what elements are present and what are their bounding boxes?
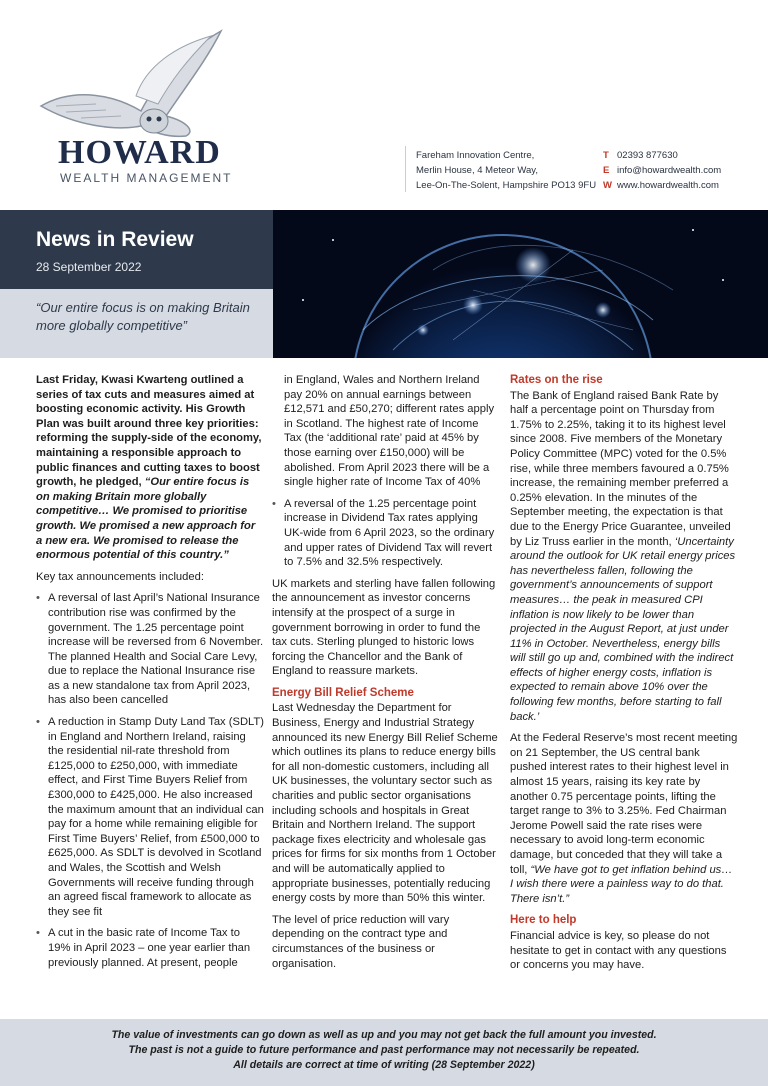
brand-subtitle: WEALTH MANAGEMENT <box>60 171 233 185</box>
globe-image <box>273 210 768 358</box>
list-item: • A cut in the basic rate of Income Tax to 19% in April 2023 – one year earlier than previously planned. At present, people <box>36 926 264 970</box>
list-item-continuation: in England, Wales and Northern Ireland pay 20% on annual earnings between £12,571 and £50,270; different rates apply in Scotland. The highest rate of Income Tax (the ‘additional rate’ paid at 45% by those earning over £150,000) will be abolished. From April 2023 there will be a single higher rate of Income Tax of 40% <box>284 374 495 489</box>
paragraph: The level of price reduction will vary depending on the contract type and circumstances of the business or organisation. <box>272 913 450 970</box>
paragraph: The Bank of England raised Bank Rate by half a percentage point on Thursday from 1.75% to 2.25%, taking it to its highest level since 2008. Five members of the Monetary Policy Committee (MPC) voted for the 0.5% rise, while three members favoured a 0.75% increase, the remaining member preferred a 0.25% elevation. In the minutes of the September meeting, the expectation is that due to the Energy Price Guarantee, unveiled by Liz Truss earlier in the month, ‘Uncertainty around the outlook for UK retail energy prices has nevertheless fallen, following the government’s announcements of support measures… the peak in measured CPI inflation is now likely to be lower than projected in the August Report, at just under 11% in October. Nevertheless, energy bills will still go up and, combined with the indirect effects of higher energy costs, inflation is expected to remain above 10% over the following few months, before starting to fall back.’ <box>510 389 736 723</box>
disclaimer-line: The past is not a guide to future performance and past performance may not necessarily be repeated. <box>128 1044 640 1056</box>
brand-name: HOWARD <box>58 134 221 171</box>
contact-website[interactable]: W www.howardwealth.com <box>603 180 719 191</box>
address <box>416 148 606 193</box>
paragraph: Financial advice is key, so please do not hesitate to get in contact with any questions or concerns you may have. <box>510 929 727 972</box>
column-3 <box>510 373 738 980</box>
pull-quote-text: “Our entire focus is on making Britain more globally competitive” <box>36 300 250 333</box>
page-header <box>0 0 768 210</box>
page-title: News in Review <box>36 228 194 251</box>
list-item: • A reduction in Stamp Duty Land Tax (SDLT) in England and Northern Ireland, raising the residential nil-rate threshold from £125,000 to £250,000, with immediate effect, and First Time Buyers Relief from £300,000 to £425,000. He also increased the maximum amount that an individual can pay for a home while remaining eligible for First Time Buyers’ Relief, from £500,000 to £625,000. As SDLT is devolved in Scotland and Wales, the Scottish and Welsh Governments will receive funding through an agreed fiscal framework to allocate as they see fit <box>36 715 264 919</box>
dividend-list <box>272 497 498 570</box>
contact-rows <box>603 148 753 193</box>
page-date: 28 September 2022 <box>36 260 142 274</box>
section-heading-rates: Rates on the rise <box>510 374 603 386</box>
lead-paragraph: Last Friday, Kwasi Kwarteng outlined a series of tax cuts and measures aimed at boosting economic activity. His Growth Plan was built around three key priorities: reforming the supply-side of the economy, maintaining a responsible approach to public finances and cutting taxes to boost growth, he pledged, “Our entire focus is on making Britain more globally competitive… We promised to prioritise growth. We promised a new approach for a new era. We promised to release the enormous potential of this country.” <box>36 374 262 562</box>
globe-network-icon <box>273 210 768 358</box>
address-line: Merlin House, 4 Meteor Way, <box>416 165 538 176</box>
section-heading-help: Here to help <box>510 914 577 927</box>
pull-quote <box>0 289 273 358</box>
contact-phone: T 02393 877630 <box>603 150 678 161</box>
list-item: • A reversal of the 1.25 percentage point increase in Dividend Tax rates applying UK-wide from 6 April 2023, so the ordinary and upper rates of Dividend Tax will revert to 7.5% and 32.5% respectively. <box>272 497 498 570</box>
address-line: Fareham Innovation Centre, <box>416 150 535 161</box>
column-1 <box>36 373 264 977</box>
banner <box>0 210 768 358</box>
contact-block <box>405 146 745 192</box>
address-line: Lee-On-The-Solent, Hampshire PO13 9FU <box>416 180 597 191</box>
paragraph: UK markets and sterling have fallen following the announcement as investor concerns intensify at the prospect of a surge in government borrowing in order to fund the tax cuts. Sterling plunged to historic lows forcing the Chancellor and the Bank of England to reassure markets. <box>272 577 496 678</box>
title-block <box>0 210 273 289</box>
list-item: • A reversal of last April’s National Insurance contribution rise was confirmed by the government. The 1.25 percentage point increase will be reversed from 6 November. The planned Health and Social Care Levy, due to replace the National Insurance rise as a new standalone tax from April 2023, has also been cancelled <box>36 591 264 708</box>
disclaimer-line: All details are correct at time of writing (28 September 2022) <box>233 1059 535 1071</box>
contact-email[interactable]: E info@howardwealth.com <box>603 165 722 176</box>
paragraph: At the Federal Reserve’s most recent meeting on 21 September, the US central bank pushed interest rates to their highest level in almost 15 years, raising its key rate by another 0.75 percentage points, lifting the target range to 3% to 3.25%. Fed Chairman Jerome Powell said the rate rises were necessary to avoid long-term economic damage, but conceded that they will take a toll, “We have got to get inflation behind us… I wish there were a painless way to do that. There isn’t.” <box>510 732 738 905</box>
tax-announcements-list <box>36 591 264 970</box>
column-2 <box>272 373 498 978</box>
paragraph: Last Wednesday the Department for Business, Energy and Industrial Strategy announced its new Energy Bill Relief Scheme which outlines its plans to reduce energy bills for all non-domestic customers, including all UK businesses, the voluntary sector such as charities and public sector organisations including schools and hospitals in Great Britain and Northern Ireland. The support package fixes electricity and wholesale gas prices for firms for six months from 1 October and will be automatically applied to appropriate businesses, potentially reducing energy costs by more than 50% this winter. <box>272 702 498 905</box>
section-heading-energy: Energy Bill Relief Scheme <box>272 686 414 699</box>
intro-text: Key tax announcements included: <box>36 570 204 583</box>
disclaimer-footer <box>0 1019 768 1086</box>
disclaimer-line: The value of investments can go down as well as up and you may not get back the full amount you invested. <box>111 1029 657 1041</box>
